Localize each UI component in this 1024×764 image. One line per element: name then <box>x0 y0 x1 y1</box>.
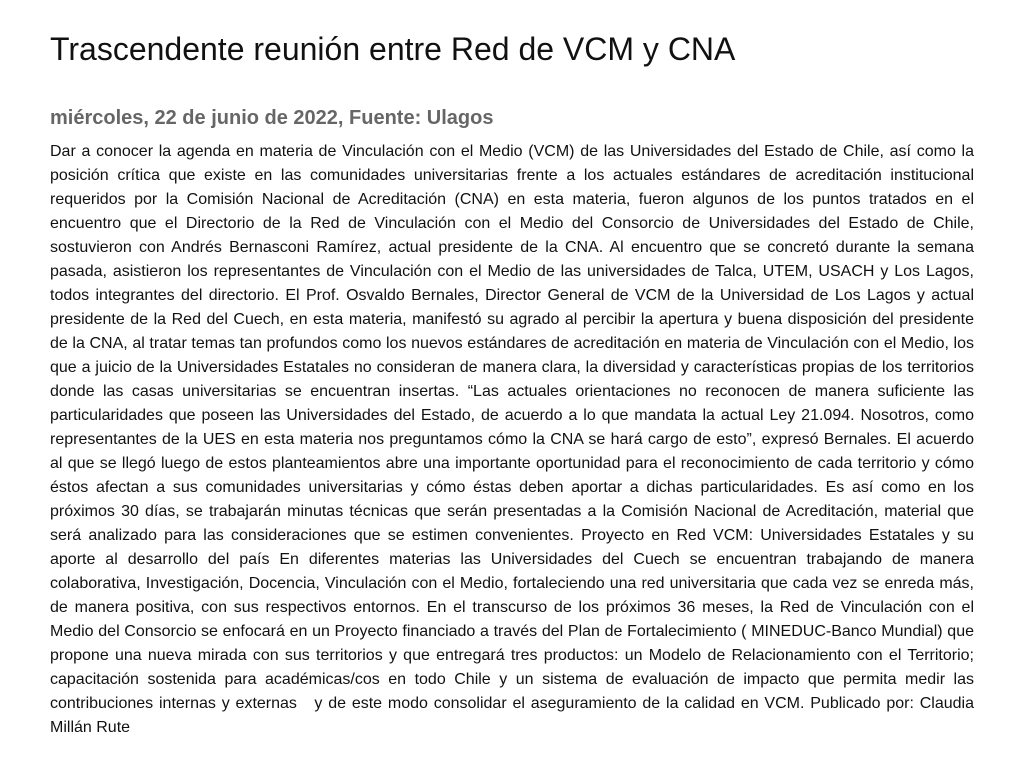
news-article <box>50 0 979 740</box>
article-title: Trascendente reunión entre Red de VCM y CNA <box>50 31 736 67</box>
article-date-source: miércoles, 22 de junio de 2022, Fuente: Ulagos <box>50 107 494 129</box>
article-body: Dar a conocer la agenda en materia de Vinculación con el Medio (VCM) de las Universidades del Estado de Chile, así como la posición crítica que existe en las comunidades universitarias frente a los actuales estándares de acreditación institucional requeridos por la Comisión Nacional de Acreditación (CNA) en esta materia, fueron algunos de los puntos tratados en el encuentro que el Directorio de la Red de Vinculación con el Medio del Consorcio de Universidades del Estado de Chile, sostuvieron con Andrés Bernasconi Ramírez, actual presidente de la CNA. Al encuentro que se concretó durante la semana pasada, asistieron los representantes de Vinculación con el Medio de las universidades de Talca, UTEM, USACH y Los Lagos, todos integrantes del directorio. El Prof. Osvaldo Bernales, Director General de VCM de la Universidad de Los Lagos y actual presidente de la Red del Cuech, en esta materia, manifestó su agrado al percibir la apertura y buena disposición del presidente de la CNA, al tratar temas tan profundos como los nuevos estándares de acreditación en materia de Vinculación con el Medio, los que a juicio de la Universidades Estatales no consideran de manera clara, la diversidad y características propias de los territorios donde las casas universitarias se encuentran insertas. “Las actuales orientaciones no reconocen de manera suficiente las particularidades que poseen las Universidades del Estado, de acuerdo a lo que mandata la actual Ley 21.094. Nosotros, como representantes de la UES en esta materia nos preguntamos cómo la CNA se hará cargo de esto”, expresó Bernales. El acuerdo al que se llegó luego de estos planteamientos abre una importante oportunidad para el reconocimiento de cada territorio y cómo éstos afectan a sus comunidades universitarias y cómo éstas deben aportar a dichas particularidades. Es así como en los próximos 30 días, se trabajarán minutas técnicas que serán presentadas a la Comisión Nacional de Acreditación, material que será analizado para las consideraciones que se estimen convenientes. Proyecto en Red VCM: Universidades Estatales y su aporte al desarrollo del país En diferentes materias las Universidades del Cuech se encuentran trabajando de manera colaborativa, Investigación, Docencia, Vinculación con el Medio, fortaleciendo una red universitaria que cada vez se enreda más, de manera positiva, con sus respectivos entornos. En el transcurso de los próximos 36 meses, la Red de Vinculación con el Medio del Consorcio se enfocará en un Proyecto financiado a través del Plan de Fortalecimiento ( MINEDUC-Banco Mundial) que propone una nueva mirada con sus territorios y que entregará tres productos: un Modelo de Relacionamiento con el Territorio; capacitación sostenida para académicas/cos en todo Chile y un sistema de evaluación de impacto que permita medir las contribuciones internas y externas y de este modo consolidar el aseguramiento de la calidad en VCM. Publicado por: Claudia Millán Rute <box>50 143 979 736</box>
